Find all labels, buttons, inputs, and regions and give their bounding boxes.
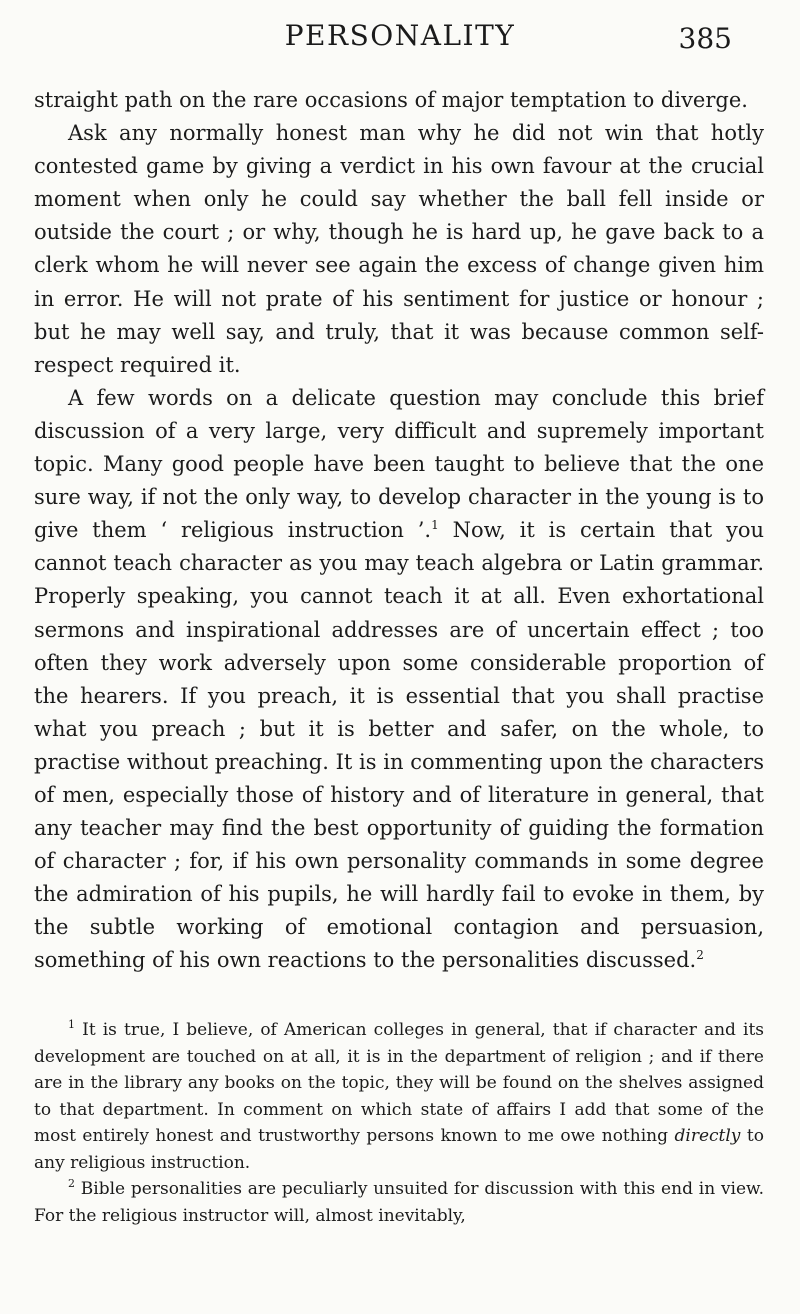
paragraph-text-part-2: Now, it is certain that you cannot teach character as you may teach algebra or Latin grammar. Properly speaking, you cannot teach it at all. Even exhortational sermons and inspirational addresses are of uncertain effect ; too often they work adversely upon some considerable proportion of the hearers. If you preach, it is essential that you shall practise what you preach ; but it is better and safer, on the whole, to practise without preaching. It is in commenting upon the characters of men, especially those of history and of literature in general, that any teacher may find the best opportunity of guiding the formation of character ; for, if his own personality commands in some degree the admiration of his pupils, he will hardly fail to evoke in them, by the subtle working of emotional contagion and persuasion, something of his own reactions to the personalities discussed. [34,518,765,973]
body-text [34,84,764,978]
footnote-1-emphasis: directly [674,1126,741,1146]
running-title: PERSONALITY [284,19,516,52]
footnote-2-mark: 2 [68,1177,75,1190]
footnote-1 [34,1017,764,1176]
footnotes [34,1017,764,1229]
footnote-1-mark: 1 [68,1018,75,1031]
paragraph-honest-man: Ask any normally honest man why he did not win that hotly contested game by giving a verdict in his own favour at the crucial moment when only he could say whether the ball fell inside or outside the court ; or why, though he is hard up, he gave back to a clerk whom he will never see again the excess of change given him in error. He will not prate of his sentiment for justice or honour ; but he may well say, and truly, that it was because common self-respect required it. [34,121,764,377]
paragraph-religious-instruction [34,382,764,978]
footnote-1-text-part-2: to any religious instruction. [34,1126,764,1173]
paragraph-continuation: straight path on the rare occasions of major temptation to diverge. [34,88,748,112]
footnote-reference-1[interactable]: 1 [431,518,439,533]
footnote-reference-2[interactable]: 2 [696,948,704,963]
page-number: 385 [678,22,732,55]
footnote-2-text: Bible personalities are peculiarly unsuited for discussion with this end in view. For the religious instructor will, almost inevitably, [34,1179,764,1226]
footnote-2 [34,1176,764,1229]
paragraph-text-part-1: A few words on a delicate question may conclude this brief discussion of a very large, very difficult and supremely important topic. Many good people have been taught to believe that the one sure way, if not the only way, to develop character in the young is to give them ‘ religious instruction ’. [34,385,764,543]
footnote-1-text-part-1: It is true, I believe, of American colleges in general, that if character and its development are touched on at all, it is in the department of religion ; and if there are in the library any books on the topic, they will be found on the shelves assigned to that department. In comment on which state of affairs I add that some of the most entirely honest and trustworthy persons known to me owe nothing [34,1020,764,1146]
